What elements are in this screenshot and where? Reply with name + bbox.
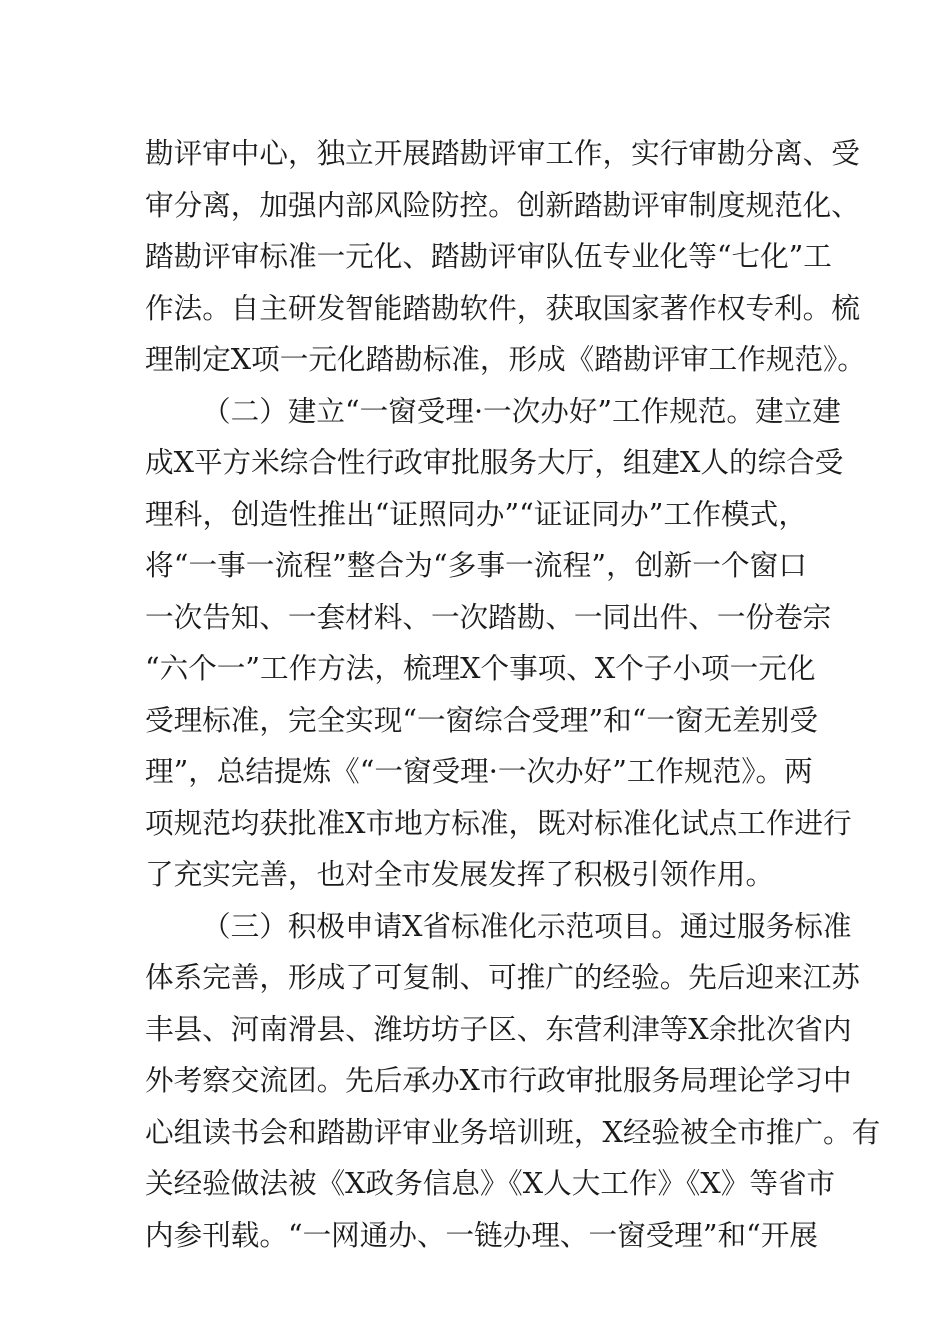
text-line: （三）积极申请X省标准化示范项目。通过服务标准 xyxy=(202,908,852,943)
text-line: 理科，创造性推出“证照同办”“证证同办”工作模式， xyxy=(145,496,807,531)
text-line: 了充实完善，也对全市发展发挥了积极引领作用。 xyxy=(145,857,775,891)
text-line: 外考察交流团。先后承办X市行政审批服务局理论学习中 xyxy=(145,1063,852,1097)
text-line: 作法。自主研发智能踏勘软件，获取国家著作权专利。梳 xyxy=(145,290,860,325)
text-line: （二）建立“一窗受理·一次办好”工作规范。建立建 xyxy=(202,393,841,428)
text-line: 关经验做法被《X政务信息》《X人大工作》《X》等省市 xyxy=(145,1166,836,1200)
text-line: 体系完善，形成了可复制、可推广的经验。先后迎来江苏 xyxy=(145,960,860,994)
document-body xyxy=(145,128,881,1261)
text-line: 丰县、河南滑县、潍坊坊子区、东营利津等X余批次省内 xyxy=(145,1011,852,1046)
text-line: 受理标准，完全实现“一窗综合受理”和“一窗无差别受 xyxy=(145,702,818,737)
text-line: 审分离，加强内部风险防控。创新踏勘评审制度规范化、 xyxy=(145,187,860,222)
text-line: 理”，总结提炼《“一窗受理·一次办好”工作规范》。两 xyxy=(145,754,813,788)
text-line: 踏勘评审标准一元化、踏勘评审队伍专业化等“七化”工 xyxy=(145,239,832,273)
text-line: “六个一”工作方法，梳理X个事项、X个子小项一元化 xyxy=(145,651,816,685)
text-line: 心组读书会和踏勘评审业务培训班，X经验被全市推广。有 xyxy=(145,1114,881,1149)
text-line: 内参刊载。“一网通办、一链办理、一窗受理”和“开展 xyxy=(145,1217,818,1252)
text-line: 一次告知、一套材料、一次踏勘、一同出件、一份卷宗 xyxy=(145,599,832,634)
text-line: 将“一事一流程”整合为“多事一流程”，创新一个窗口 xyxy=(145,548,807,582)
text-line: 项规范均获批准X市地方标准，既对标准化试点工作进行 xyxy=(145,805,852,840)
text-line: 理制定X项一元化踏勘标准，形成《踏勘评审工作规范》。 xyxy=(145,342,866,376)
text-line: 成X平方米综合性行政审批服务大厅，组建X人的综合受 xyxy=(145,445,844,479)
text-line: 勘评审中心，独立开展踏勘评审工作，实行审勘分离、受 xyxy=(145,136,860,170)
